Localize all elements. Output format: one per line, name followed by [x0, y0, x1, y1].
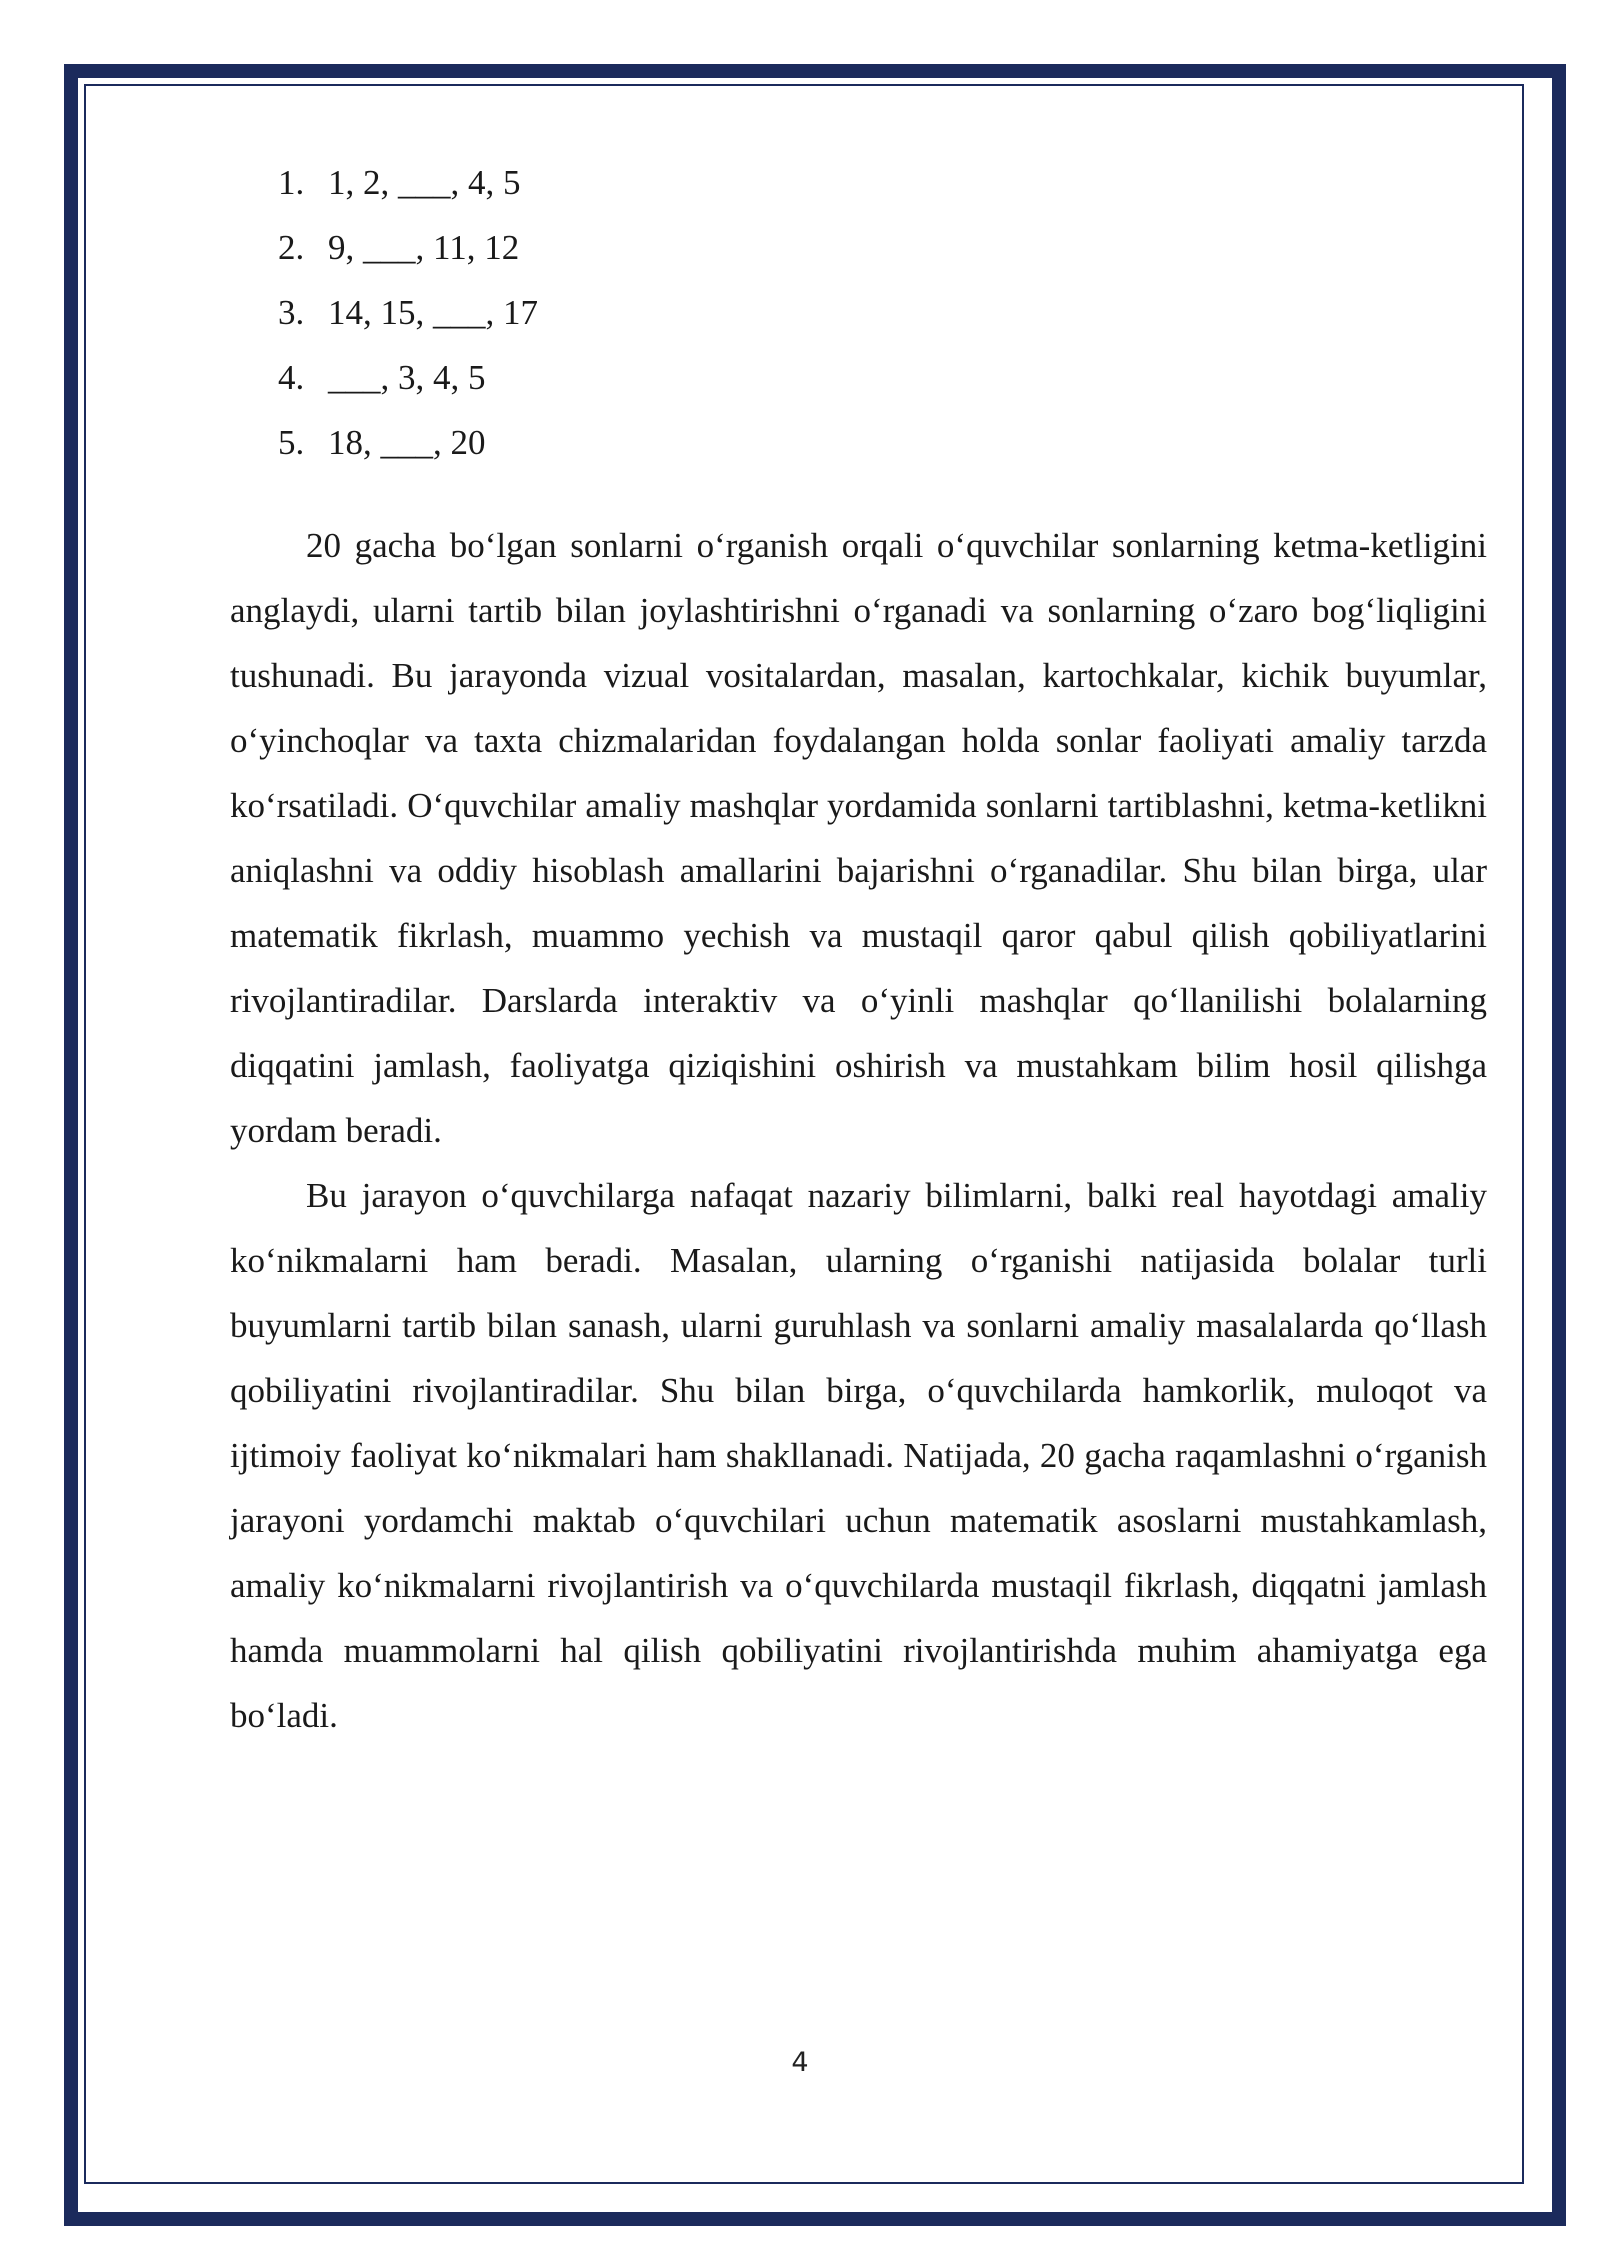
page-content [230, 150, 1487, 1748]
exercise-text: ___, 3, 4, 5 [328, 358, 486, 397]
exercise-number: 1. [278, 163, 305, 202]
exercise-list [230, 150, 1487, 475]
exercise-item [230, 215, 1487, 280]
exercise-number: 2. [278, 228, 305, 267]
body-paragraph: 20 gacha bo‘lgan sonlarni o‘rganish orqali o‘quvchilar sonlarning ketma-ketligini anglaydi, ularni tartib bilan joylashtirishni o‘rganadi va sonlarning o‘zaro bog‘liqligini tushunadi. Bu jarayonda vizual vositalardan, masalan, kartochkalar, kichik buyumlar, o‘yinchoqlar va taxta chizmalaridan foydalangan holda sonlar faoliyati amaliy tarzda ko‘rsatiladi. O‘quvchilar amaliy mashqlar yordamida sonlarni tartiblashni, ketma-ketlikni aniqlashni va oddiy hisoblash amallarini bajarishni o‘rganadilar. Shu bilan birga, ular matematik fikrlash, muammo yechish va mustaqil qaror qabul qilish qobiliyatlarini rivojlantiradilar. Darslarda interaktiv va o‘yinli mashqlar qo‘llanilishi bolalarning diqqatini jamlash, faoliyatga qiziqishini oshirish va mustahkam bilim hosil qilishga yordam beradi. [230, 526, 1487, 1150]
exercise-number: 4. [278, 358, 305, 397]
exercise-item [230, 345, 1487, 410]
exercise-item [230, 280, 1487, 345]
exercise-text: 9, ___, 11, 12 [328, 228, 520, 267]
exercise-text: 14, 15, ___, 17 [328, 293, 538, 332]
exercise-item [230, 150, 1487, 215]
exercise-number: 3. [278, 293, 305, 332]
page-number: 4 [791, 2047, 809, 2078]
exercise-text: 18, ___, 20 [328, 423, 486, 462]
body-paragraph: Bu jarayon o‘quvchilarga nafaqat nazariy bilimlarni, balki real hayotdagi amaliy ko‘nikmalarni ham beradi. Masalan, ularning o‘rganishi natijasida bolalar turli buyumlarni tartib bilan sanash, ularni guruhlash va sonlarni amaliy masalalarda qo‘llash qobiliyatini rivojlantiradilar. Shu bilan birga, o‘quvchilarda hamkorlik, muloqot va ijtimoiy faoliyat ko‘nikmalari ham shakllanadi. Natijada, 20 gacha raqamlashni o‘rganish jarayoni yordamchi maktab o‘quvchilari uchun matematik asoslarni mustahkamlash, amaliy ko‘nikmalarni rivojlantirish va o‘quvchilarda mustaqil fikrlash, diqqatni jamlash hamda muammolarni hal qilish qobiliyatini rivojlantirishda muhim ahamiyatga ega bo‘ladi. [230, 1176, 1487, 1735]
exercise-item [230, 410, 1487, 475]
exercise-text: 1, 2, ___, 4, 5 [328, 163, 521, 202]
exercise-number: 5. [278, 423, 305, 462]
